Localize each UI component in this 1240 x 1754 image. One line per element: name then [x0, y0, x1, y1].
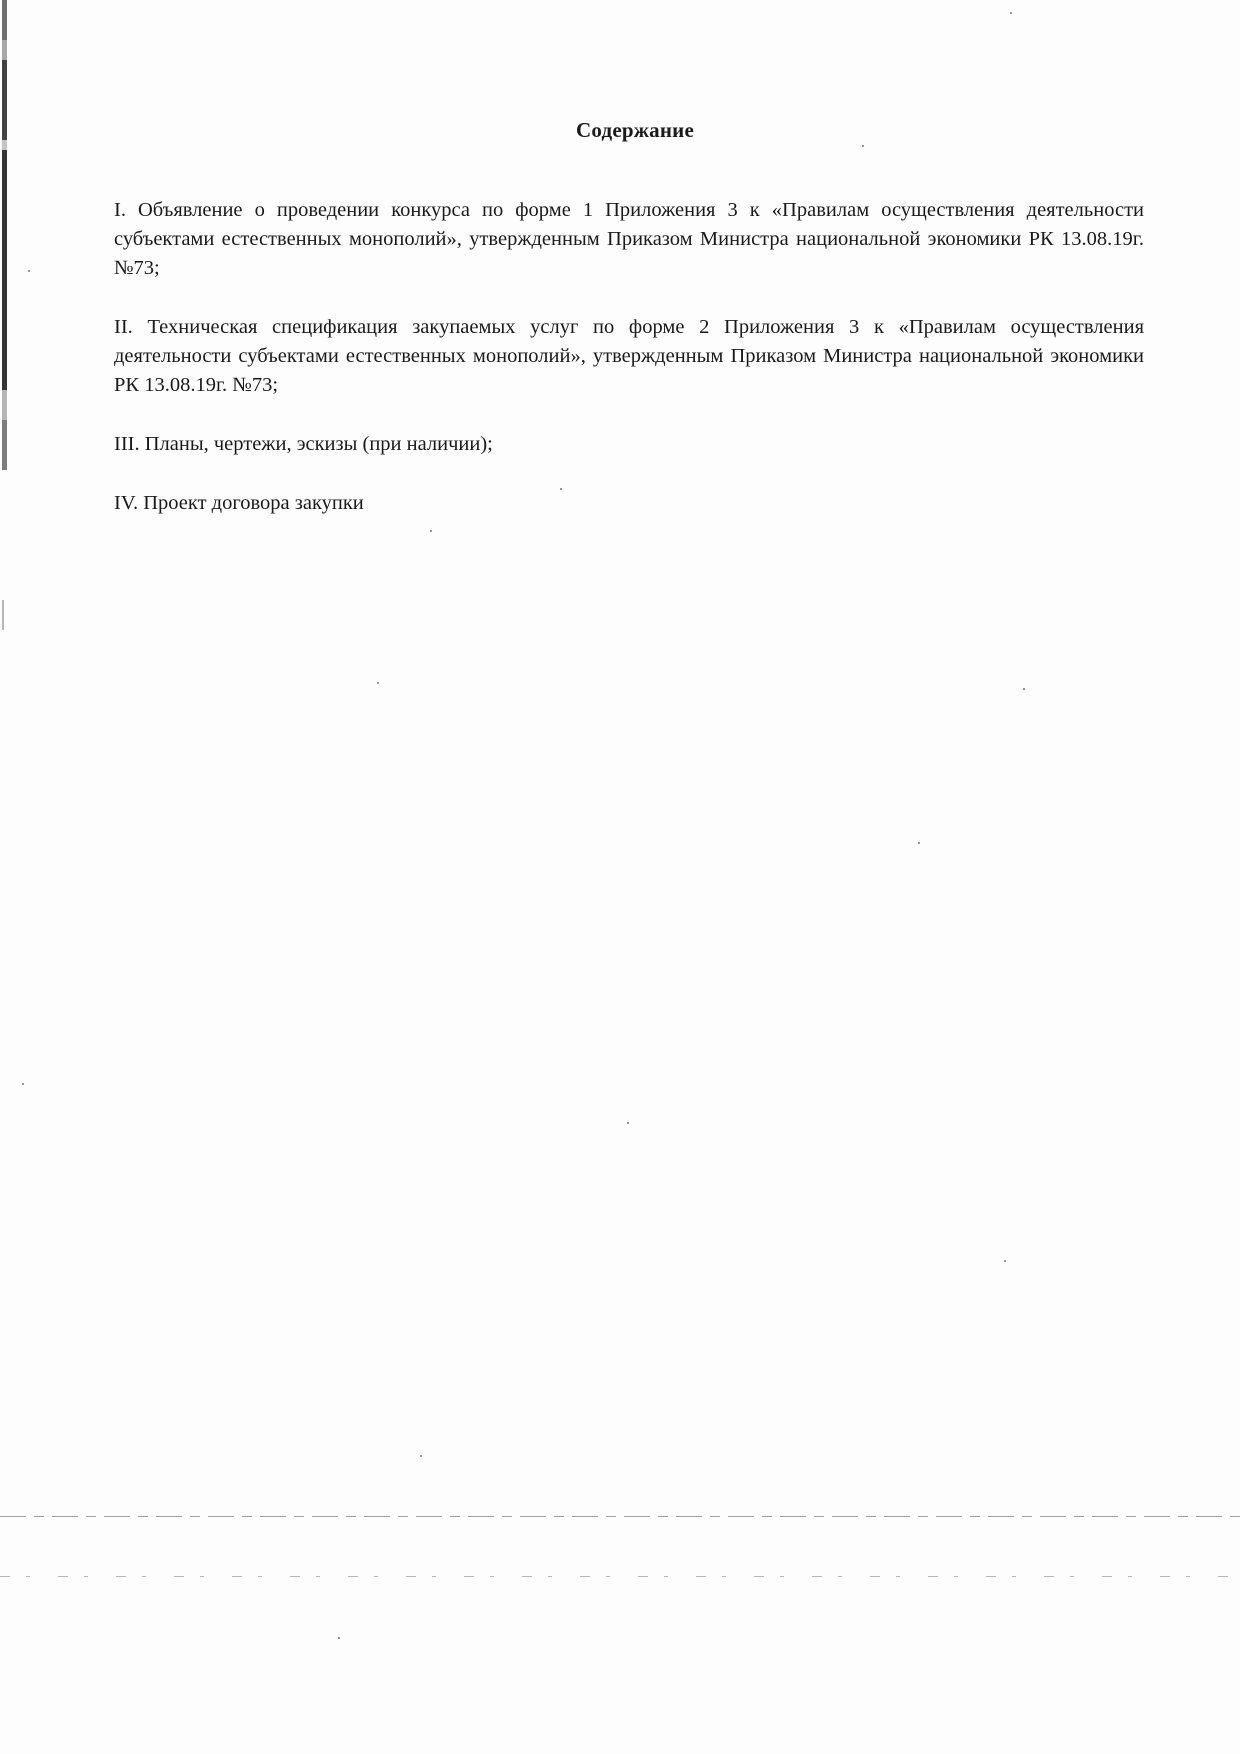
scan-speck: [1023, 688, 1025, 690]
table-of-contents: [114, 196, 1144, 548]
scan-speck: [1004, 1260, 1006, 1262]
scan-dashed-line: [0, 1576, 1240, 1577]
scan-speck: [377, 682, 379, 684]
toc-item-technical-specification: II. Техническая спецификация закупаемых услуг по форме 2 Приложения 3 к «Правилам осуществления деятельности субъектами естественных монополий», утвержденным Приказом Министра национальной экономики РК 13.08.19г. №73;: [114, 316, 1144, 396]
scan-dashed-line: [0, 1516, 1240, 1517]
scan-speck: [430, 530, 432, 532]
toc-item-plans-drawings: III. Планы, чертежи, эскизы (при наличии);: [114, 433, 493, 455]
scan-speck: [1010, 12, 1012, 14]
scan-speck: [627, 1122, 629, 1124]
scan-speck: [28, 270, 30, 272]
scan-edge-artifact: [2, 0, 7, 470]
scan-speck: [22, 1083, 24, 1085]
toc-item-draft-contract: IV. Проект договора закупки: [114, 492, 364, 514]
toc-item-announcement: I. Объявление о проведении конкурса по форме 1 Приложения 3 к «Правилам осуществления деятельности субъектами естественных монополий», утвержденным Приказом Министра национальной экономики РК 13.08.19г. №73;: [114, 199, 1144, 279]
scan-speck: [862, 145, 864, 147]
scan-speck: [420, 1455, 422, 1457]
scan-speck: [338, 1637, 340, 1639]
page-title: Содержание: [576, 118, 694, 142]
scan-edge-artifact: [2, 600, 4, 630]
scan-speck: [918, 842, 920, 844]
scan-speck: [560, 488, 562, 490]
